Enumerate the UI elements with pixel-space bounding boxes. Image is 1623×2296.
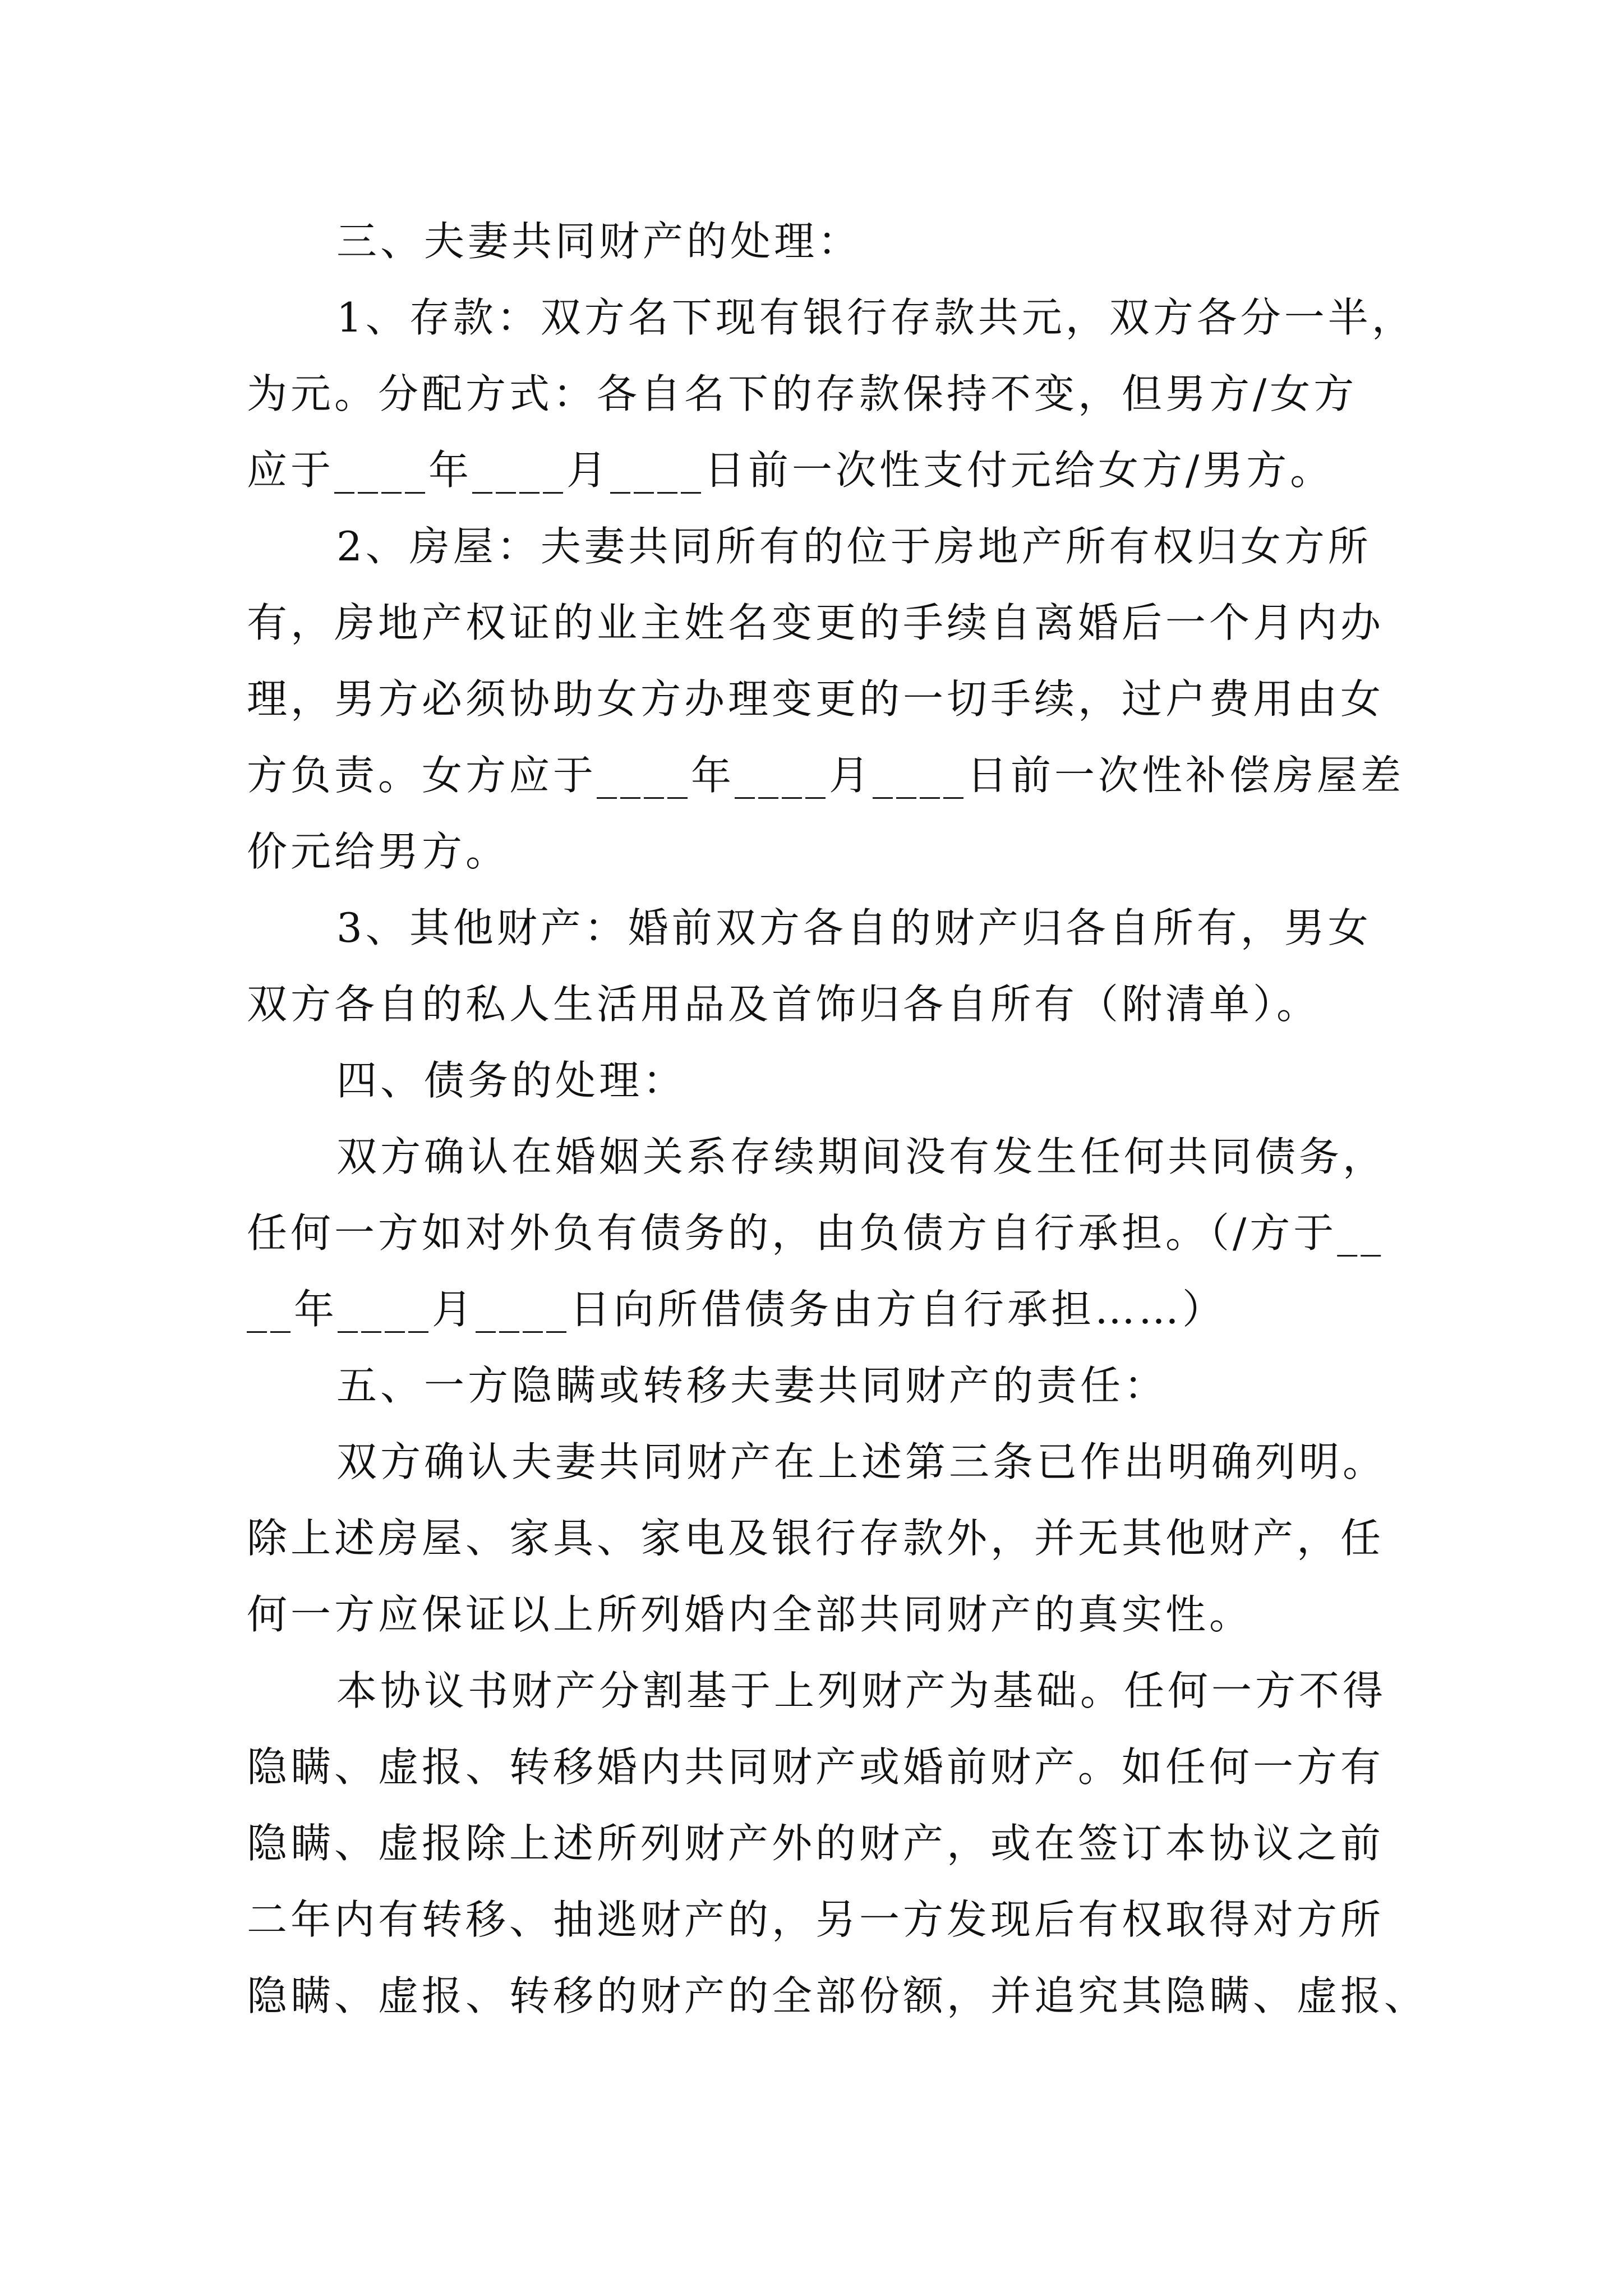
paragraph-line: 为元。分配方式：各自名下的存款保持不变，但男方/女方	[247, 370, 1358, 417]
paragraph-line: 隐瞒、虚报、转移的财产的全部份额，并追究其隐瞒、虚报、	[247, 1972, 1428, 2019]
paragraph-line: 双方确认在婚姻关系存续期间没有发生任何共同债务，	[336, 1133, 1387, 1180]
paragraph-line: 任何一方如对外负有债务的，由负债方自行承担。（/方于__	[247, 1209, 1385, 1257]
heading-section-5: 五、一方隐瞒或转移夫妻共同财产的责任：	[336, 1362, 1168, 1409]
heading-section-4: 四、债务的处理：	[336, 1057, 687, 1104]
document-body	[247, 203, 1428, 2034]
paragraph-line: 应于____年____月____日前一次性支付元给女方/男方。	[247, 447, 1334, 494]
paragraph-line: 隐瞒、虚报、转移婚内共同财产或婚前财产。如任何一方有	[247, 1743, 1385, 1791]
paragraph-line: 2、房屋：夫妻共同所有的位于房地产所有权归女方所	[336, 523, 1372, 570]
paragraph-line: 1、存款：双方名下现有银行存款共元，双方各分一半，	[336, 294, 1415, 341]
heading-section-3: 三、夫妻共同财产的处理：	[336, 218, 862, 265]
paragraph-line: 价元给男方。	[247, 828, 510, 875]
paragraph-line: 隐瞒、虚报除上述所列财产外的财产，或在签订本协议之前	[247, 1820, 1385, 1867]
paragraph-line: 除上述房屋、家具、家电及银行存款外，并无其他财产，任	[247, 1515, 1385, 1562]
paragraph-line: 何一方应保证以上所列婚内全部共同财产的真实性。	[247, 1591, 1253, 1638]
paragraph-line: 理，男方必须协助女方办理变更的一切手续，过户费用由女	[247, 675, 1385, 723]
paragraph-line: 有，房地产权证的业主姓名变更的手续自离婚后一个月内办	[247, 599, 1385, 646]
paragraph-line: 二年内有转移、抽逃财产的，另一方发现后有权取得对方所	[247, 1896, 1385, 1943]
paragraph-line: 双方确认夫妻共同财产在上述第三条已作出明确列明。	[336, 1438, 1387, 1485]
paragraph-line: 双方各自的私人生活用品及首饰归各自所有（附清单）。	[247, 981, 1321, 1028]
paragraph-line: 方负责。女方应于____年____月____日前一次性补偿房屋差	[247, 752, 1405, 799]
paragraph-line: 3、其他财产：婚前双方各自的财产归各自所有，男女	[336, 904, 1372, 951]
paragraph-line: __年____月____日向所借债务由方自行承担……）	[247, 1286, 1227, 1333]
paragraph-line: 本协议书财产分割基于上列财产为基础。任何一方不得	[336, 1667, 1387, 1714]
